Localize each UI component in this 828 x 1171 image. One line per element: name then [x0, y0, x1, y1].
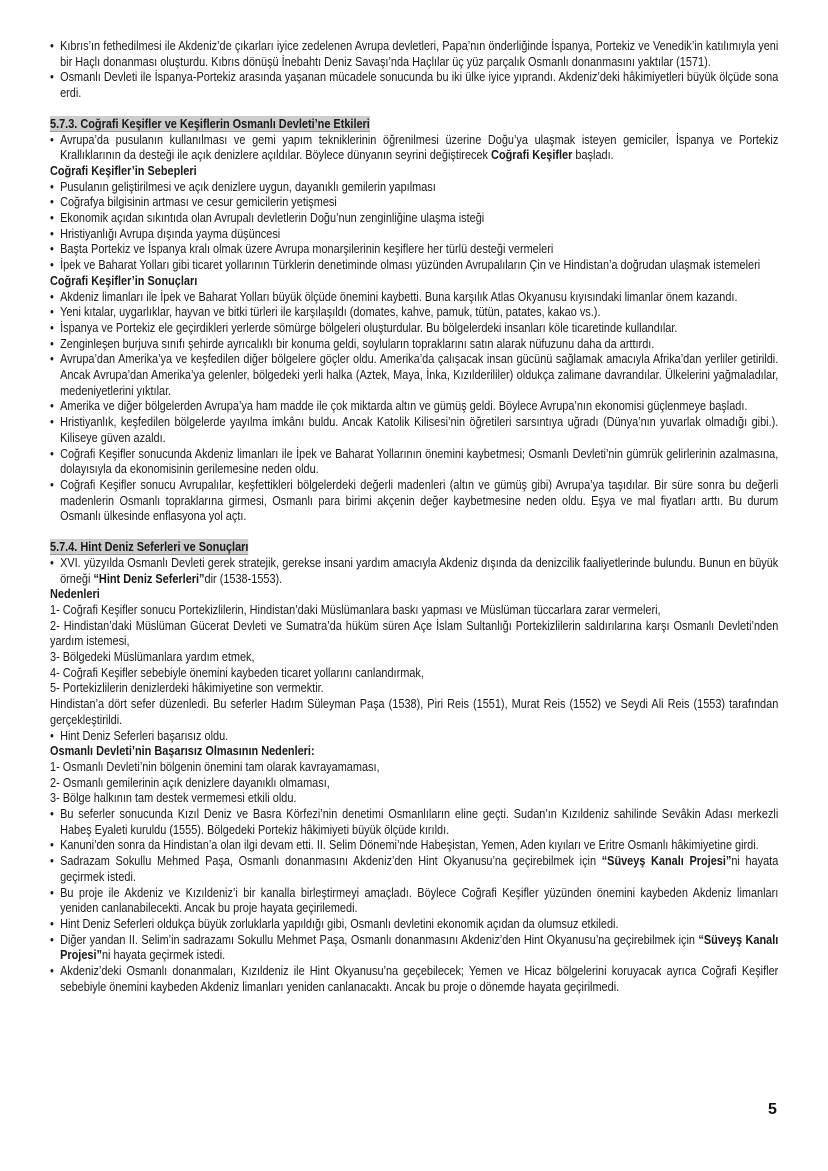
- paragraph: [50, 790, 778, 806]
- text: Bu seferler sonucunda Kızıl Deniz ve Basra Körfezi’nin denetimi Osmanlıların eline geçti. Sudan’ın Kızıldeniz sahilinde Sevâkin Adası merkezli Habeş Eyaleti kuruldu (1555). Bölgedeki Portekiz hâkimiyeti büyük ölçüde kırıldı.: [60, 806, 779, 837]
- bullet-item: [50, 351, 778, 398]
- text: Kıbrıs’ın fethedilmesi ile Akdeniz’de çıkarları iyice zedelenen Avrupa devletleri, Papa’nın önderliğinde İspanya, Portekiz ve Venedik’in katılımıyla yeni bir Haçlı donanması oluşturdu. Kıbrıs dönüşü İnebahtı Deniz Savaşı’nda Haçlılar üç yüz parçalık Osmanlı donanmasını yaktılar (1571).: [60, 38, 779, 69]
- bullet-item: [50, 38, 778, 69]
- text: 4- Coğrafi Keşifler sebebiyle önemini kaybeden ticaret yollarını canlandırmak,: [50, 664, 424, 680]
- text: Osmanlı Devleti ile İspanya-Portekiz arasında yaşanan mücadele sonucunda bu iki ülke iyice yıprandı. Akdeniz’deki hâkimiyetleri büyük ölçüde sona erdi.: [60, 69, 779, 101]
- bullet-item: [50, 179, 778, 195]
- subsection-heading: [50, 586, 778, 602]
- text: Avrupa’da pusulanın kullanılması ve gemi yapım tekniklerinin öğrenilmesi üzerine Doğu’ya ulaşmak isteyen gemiciler, İspanya ve Portekiz Krallıklarının da desteği ile açık denizlere açıldılar. Böylece dünyanın seyrini değiştirecek: [60, 131, 779, 163]
- bullet-item: [50, 69, 778, 100]
- text: Başta Portekiz ve İspanya kralı olmak üzere Avrupa monarşilerinin keşiflere her türlü desteği vermeleri: [60, 241, 554, 257]
- bold-text: “Hint Deniz Seferleri”: [93, 570, 205, 586]
- subsection-heading: [50, 273, 778, 289]
- subsection-heading: [50, 743, 778, 759]
- bullet-item: [50, 226, 778, 242]
- paragraph: [50, 775, 778, 791]
- section-heading: [50, 539, 778, 555]
- text: Coğrafi Keşifler’in Sonuçları: [50, 272, 198, 288]
- text: Coğrafi Keşifler sonucu Avrupalılar, keşfettikleri bölgelerdeki değerli madenleri (altın ve gümüş gibi) Avrupa’ya taşıdılar. Bir süre sonra bu değerli madenlerin Osmanlı topraklarına girmesi, Osmanlı para birimi akçenin değer kaybetmesine neden oldu. Eşya ve mal fiyatları arttı. Bu durum Osmanlı ülkesinde enflasyona yol açtı.: [60, 476, 779, 524]
- text: 2- Hindistan’daki Müslüman Gücerat Devleti ve Sumatra’da hüküm süren Açe İslam Sultanlığı Portekizlilerin saldırılarına karşı Osmanlı Devleti’nden yardım istemesi,: [50, 617, 779, 649]
- page-number: 5: [768, 1101, 777, 1118]
- text: 5- Portekizlilerin denizlerdeki hâkimiyetine son vermektir.: [50, 680, 324, 696]
- bullet-item: [50, 289, 778, 305]
- text: Coğrafi Keşifler sonucunda Akdeniz limanları ile İpek ve Baharat Yollarının önemini kaybetmesi; Osmanlı Devleti’nin gümrük gelirlerinin azalmasına, dolayısıyla da ekonomisinin gerilemesine neden oldu.: [60, 445, 779, 477]
- text: 1- Osmanlı Devleti’nin bölgenin önemini tam olarak kavrayamaması,: [50, 758, 380, 774]
- bullet-item: [50, 963, 778, 994]
- bullet-item: [50, 806, 778, 837]
- text: Akdeniz limanları ile İpek ve Baharat Yolları büyük ölçüde önemini kaybetti. Buna karşılık Atlas Okyanusu kıyısındaki limanlar önem kazandı.: [60, 288, 738, 304]
- text: Pusulanın geliştirilmesi ve açık denizlere uygun, dayanıklı gemilerin yapılması: [60, 178, 436, 194]
- bullet-item: [50, 555, 778, 586]
- text: Coğrafi Keşifler’in Sebepleri: [50, 162, 197, 178]
- text: Nedenleri: [50, 586, 100, 602]
- bullet-item: [50, 132, 778, 163]
- bullet-item: [50, 304, 778, 320]
- section-heading: [50, 116, 778, 132]
- text: 5.7.3. Coğrafi Keşifler ve Keşiflerin Osmanlı Devleti’ne Etkileri: [50, 115, 370, 131]
- bullet-item: [50, 336, 778, 352]
- paragraph: [50, 759, 778, 775]
- bullet-item: [50, 728, 778, 744]
- paragraph: [50, 696, 778, 727]
- paragraph: [50, 618, 778, 649]
- text: 2- Osmanlı gemilerinin açık denizlere dayanıklı olmaması,: [50, 774, 330, 790]
- text: ni hayata geçirmek istedi.: [60, 853, 779, 884]
- paragraph: [50, 665, 778, 681]
- paragraph: [50, 602, 778, 618]
- text: 3- Bölgedeki Müslümanlara yardım etmek,: [50, 649, 255, 665]
- text: Hint Deniz Seferleri başarısız oldu.: [60, 727, 229, 743]
- bullet-item: [50, 837, 778, 853]
- bullet-item: [50, 446, 778, 477]
- paragraph: [50, 680, 778, 696]
- text: Coğrafya bilgisinin artması ve cesur gemicilerin yetişmesi: [60, 194, 337, 210]
- text: Avrupa’dan Amerika’ya ve keşfedilen diğer bölgelere göçler oldu. Amerika’da çalışacak insan gücünü sağlamak amacıyla Afrika’dan yerliler getirildi. Ancak Avrupa’dan Amerika’ya gelenler, bölgedeki yerli halka (Aztek, Maya, İnka, Kızılderililer) oldukça zalimane davrandılar. Ülkelerini yağmaladılar, medeniyetlerini yıktılar.: [60, 351, 779, 398]
- text: Hindistan’a dört sefer düzenledi. Bu seferler Hadım Süleyman Paşa (1538), Piri Reis (1551), Murat Reis (1552) ve Seydi Ali Reis (1553) tarafından gerçekleştirildi.: [50, 696, 779, 727]
- bullet-item: [50, 414, 778, 445]
- bullet-item: [50, 241, 778, 257]
- text: İspanya ve Portekiz ele geçirdikleri yerlerde sömürge bölgeleri oluşturdular. Bu bölgelerdeki insanları köle ticaretinde kullandılar.: [60, 319, 678, 335]
- text: Akdeniz’deki Osmanlı donanmaları, Kızıldeniz ile Hint Okyanusu’na geçebilecek; Yemen ve Hicaz bölgelerini koruyacak ayrıca Coğrafi Keşifler sebebiyle önemini kaybeden Akdeniz limanları yeniden canlanacaktı. Ancak bu proje o dönemde hayata geçirilmedi.: [60, 963, 779, 994]
- bullet-item: [50, 932, 778, 963]
- text: Ekonomik açıdan sıkıntıda olan Avrupalı devletlerin Doğu’nun zenginliğine ulaşma isteği: [60, 210, 485, 226]
- text: Sadrazam Sokullu Mehmed Paşa, Osmanlı donanmasını Akdeniz’den Hint Okyanusu’na geçirebilmek için: [60, 853, 602, 869]
- bullet-item: [50, 257, 778, 273]
- paragraph: [50, 649, 778, 665]
- text: Hint Deniz Seferleri oldukça büyük zorluklarla yapıldığı gibi, Osmanlı devletini ekonomik açıdan da olumsuz etkiledi.: [60, 915, 619, 931]
- document-body: [50, 38, 778, 994]
- text: İpek ve Baharat Yolları gibi ticaret yollarının Türklerin denetiminde olması yüzünden Avrupalıların Çin ve Hindistan’a doğrudan ulaşmak istemeleri: [60, 257, 761, 273]
- bullet-item: [50, 210, 778, 226]
- bullet-item: [50, 885, 778, 916]
- text: Hristiyanlık, keşfedilen bölgelerde yayılma imkânı buldu. Ancak Katolik Kilisesi’nin öğretileri sarsıntıya uğradı (Dünya’nın yuvarlak olmadığı gibi.). Kiliseye güven azaldı.: [60, 414, 779, 445]
- bullet-item: [50, 194, 778, 210]
- text: başladı.: [572, 147, 614, 163]
- bold-text: Coğrafi Keşifler: [491, 147, 573, 163]
- text: 3- Bölge halkının tam destek vermemesi etkili oldu.: [50, 790, 297, 806]
- text: Osmanlı Devleti’nin Başarısız Olmasının Nedenleri:: [50, 743, 315, 759]
- text: 5.7.4. Hint Deniz Seferleri ve Sonuçları: [50, 539, 249, 555]
- text: ni hayata geçirmek istedi.: [101, 947, 226, 963]
- bullet-item: [50, 398, 778, 414]
- bullet-item: [50, 853, 778, 884]
- text: Amerika ve diğer bölgelerden Avrupa’ya ham madde ile çok miktarda altın ve gümüş geldi. Böylece Avrupa’nın ekonomisi güçlenmeye başladı.: [60, 398, 748, 414]
- text: Bu proje ile Akdeniz ve Kızıldeniz’i bir kanalla birleştirmeyi amaçladı. Böylece Coğrafi Keşifler yüzünden önemini kaybeden Akdeniz limanları yeniden canlanabilecekti. Ancak bu proje hayata geçirilemedi.: [60, 884, 779, 916]
- bold-text: “Süveyş Kanalı Projesi”: [60, 931, 779, 963]
- text: Kanuni’den sonra da Hindistan’a olan ilgi devam etti. II. Selim Dönemi’nde Habeşistan, Yemen, Aden kıyıları ve Eritre Osmanlı hâkimiyetine girdi.: [60, 837, 759, 853]
- text: Zenginleşen burjuva sınıfı şehirde ayrıcalıklı bir konuma geldi, soyluların topraklarını satın alarak nüfuzunu daha da arttırdı.: [60, 335, 655, 351]
- text: Diğer yandan II. Selim’in sadrazamı Sokullu Mehmet Paşa, Osmanlı donanmasını Akdeniz’den Hint Okyanusu’na geçirebilmek için: [60, 931, 699, 947]
- text: XVI. yüzyılda Osmanlı Devleti gerek stratejik, gerekse insani yardım amacıyla Akdeniz dışında da denizcilik faaliyetlerinde bulundu. Bunun en büyük örneği: [60, 554, 779, 586]
- bullet-item: [50, 916, 778, 932]
- bullet-item: [50, 320, 778, 336]
- subsection-heading: [50, 163, 778, 179]
- text: dir (1538-1553).: [204, 570, 283, 586]
- text: Hristiyanlığı Avrupa dışında yayma düşüncesi: [60, 225, 281, 241]
- text: 1- Coğrafi Keşifler sonucu Portekizlilerin, Hindistan’daki Müslümanlara baskı yapması ve Müslüman tüccarlara zarar vermeleri,: [50, 601, 661, 617]
- text: Yeni kıtalar, uygarlıklar, hayvan ve bitki türleri ile karşılaşıldı (domates, kahve, pamuk, tütün, patates, kakao vs.).: [60, 304, 601, 320]
- bold-text: “Süveyş Kanalı Projesi”: [601, 853, 732, 869]
- bullet-item: [50, 477, 778, 524]
